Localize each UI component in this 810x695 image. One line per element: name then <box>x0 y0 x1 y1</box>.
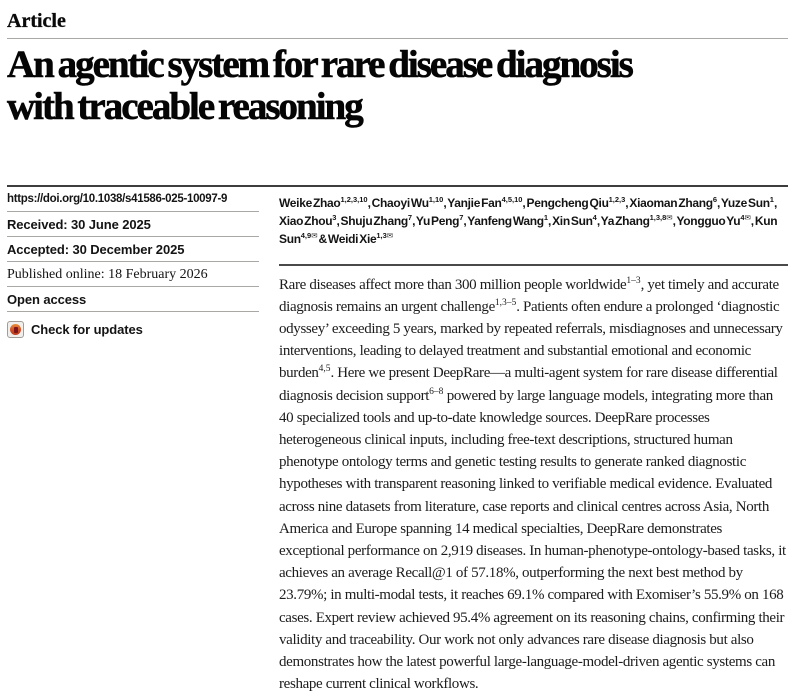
accepted-date: Accepted: 30 December 2025 <box>7 237 259 262</box>
article-kicker: Article <box>7 10 788 32</box>
check-for-updates-label: Check for updates <box>31 322 143 337</box>
published-online-date: Published online: 18 February 2026 <box>7 262 259 287</box>
main-column <box>279 187 788 695</box>
open-access-label: Open access <box>7 287 259 312</box>
kicker-divider <box>7 38 788 39</box>
title-line-2: with traceable reasoning <box>7 86 788 128</box>
check-for-updates-button[interactable] <box>7 312 259 342</box>
crossmark-icon <box>7 321 24 338</box>
article-title <box>7 44 788 128</box>
abstract-text: Rare diseases affect more than 300 million people worldwide$^{1-3}$, yet timely and accurate diagnosis remains an urgent challenge$^{1,3-5}$. Patients often endure a prolonged ‘diagnostic odyssey’ exceeding 5 years, marked by repeated referrals, misdiagnoses and unnecessary interventions, leading to delayed treatment and substantial emotional and economic burden$^{4,5}$. Here we present DeepRare—a multi-agent system for rare disease differential diagnosis decision support$^{6-8}$ powered by large language models, integrating more than 40 specialized tools and up-to-date knowledge sources. DeepRare processes heterogeneous clinical inputs, including free-text descriptions, structured human phenotype ontology terms and genetic testing results to generate ranked diagnostic hypotheses with transparent reasoning linked to verifiable medical evidence. Evaluated across nine datasets from literature, case reports and clinical centres across Asia, North America and Europe spanning 14 medical specialties, DeepRare demonstrates exceptional performance on 2,919 diseases. In human-phenotype-ontology-based tasks, it achieves an average Recall@1 of 57.18%, outperforming the next best method by 23.79%; in multi-modal tests, it reaches 69.1% compared with Exomiser’s 55.9% on 168 cases. Expert review achieved 95.4% agreement on its reasoning chains, confirming their validity and traceability. Our work not only advances rare disease diagnosis but also demonstrates how the latest powerful large-language-model-driven agentic systems can reshape current clinical workflows. <box>279 266 788 695</box>
received-date: Received: 30 June 2025 <box>7 212 259 237</box>
crossmark-book-glyph <box>14 327 18 333</box>
metadata-sidebar <box>7 187 259 695</box>
content-columns <box>7 187 788 695</box>
doi-link[interactable]: https://doi.org/10.1038/s41586-025-10097-9 <box>7 187 259 212</box>
title-line-1: An agentic system for rare disease diagnosis <box>7 44 788 86</box>
author-list: Weike Zhao$^{1,2,3,10}$, Chaoyi Wu$^{1,10}$, Yanjie Fan$^{4,5,10}$, Pengcheng Qiu$^{1,2,3}$, Xiaoman Zhang$^6$, Yuze Sun$^1$, Xiao Zhou$^3$, Shuju Zhang$^7$, Yu Peng$^7$, Yanfeng Wang$^1$, Xin Sun$^4$, Ya Zhang$^{1,3,8✉}$, Yongguo $Yu^{4✉}$, Kun Sun$^{4,9✉}$ & Weidi Xie$^{1,3✉}$ <box>279 187 788 248</box>
